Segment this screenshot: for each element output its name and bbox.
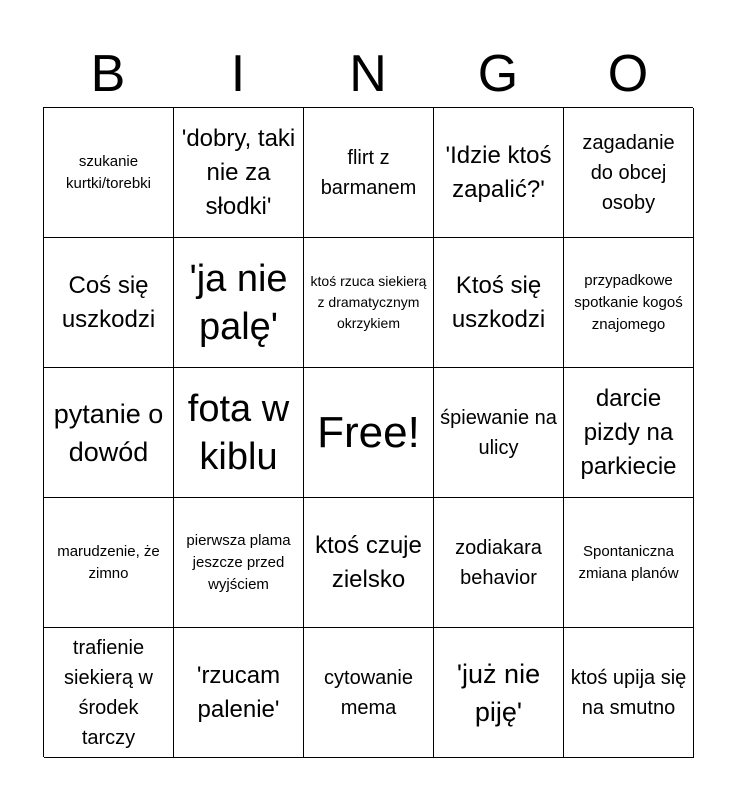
bingo-cell-r5c3[interactable] — [304, 628, 434, 758]
cell-text: ktoś upija się na smutno — [570, 666, 687, 719]
cell-text: 'rzucam palenie' — [196, 661, 281, 723]
bingo-cell-r1c4[interactable] — [434, 108, 564, 238]
cell-text: 'Idzie ktoś zapalić?' — [445, 141, 552, 203]
cell-text: Coś się uszkodzi — [61, 271, 156, 333]
bingo-cell-r5c2[interactable] — [174, 628, 304, 758]
header-letter-b: B — [90, 45, 126, 103]
cell-text: marudzenie, że zimno — [57, 542, 160, 582]
bingo-cell-r5c1[interactable] — [44, 628, 174, 758]
cell-text: Ktoś się uszkodzi — [451, 271, 546, 333]
cell-text: pierwsza plama jeszcze przed wyjściem — [186, 531, 291, 593]
bingo-cell-r1c1[interactable] — [44, 108, 174, 238]
cell-text: 'już nie piję' — [456, 658, 541, 727]
bingo-cell-r1c3[interactable] — [304, 108, 434, 238]
bingo-cell-r4c5[interactable] — [564, 498, 694, 628]
bingo-cell-r3c4[interactable] — [434, 368, 564, 498]
cell-text: cytowanie mema — [324, 666, 413, 719]
bingo-cell-r3c5[interactable] — [564, 368, 694, 498]
bingo-cell-r5c5[interactable] — [564, 628, 694, 758]
bingo-cell-r4c4[interactable] — [434, 498, 564, 628]
cell-text: ktoś rzuca siekierą z dramatycznym okrzykiem — [310, 273, 427, 331]
cell-text: zodiakara behavior — [455, 536, 542, 589]
bingo-cell-r3c1[interactable] — [44, 368, 174, 498]
cell-text: pytanie o dowód — [53, 398, 164, 467]
bingo-cell-r1c5[interactable] — [564, 108, 694, 238]
bingo-cell-r2c1[interactable] — [44, 238, 174, 368]
cell-text: fota w kiblu — [187, 387, 290, 478]
bingo-cell-r3c2[interactable] — [174, 368, 304, 498]
bingo-cell-r2c3[interactable] — [304, 238, 434, 368]
bingo-cell-r5c4[interactable] — [434, 628, 564, 758]
cell-text: zagadanie do obcej osoby — [582, 131, 675, 214]
cell-text: trafienie siekierą w środek tarczy — [64, 636, 153, 749]
header-letter-i: I — [230, 45, 246, 103]
bingo-cell-free[interactable] — [304, 368, 434, 498]
bingo-grid — [43, 107, 693, 757]
header-letter-n: N — [349, 45, 387, 103]
cell-text: Spontaniczna zmiana planów — [578, 542, 679, 582]
cell-text: 'ja nie palę' — [189, 257, 288, 348]
free-space-text: Free! — [317, 407, 420, 457]
bingo-cell-r2c5[interactable] — [564, 238, 694, 368]
bingo-header — [43, 40, 693, 108]
bingo-cell-r4c3[interactable] — [304, 498, 434, 628]
bingo-cell-r1c2[interactable] — [174, 108, 304, 238]
bingo-cell-r4c2[interactable] — [174, 498, 304, 628]
bingo-cell-r2c2[interactable] — [174, 238, 304, 368]
bingo-cell-r4c1[interactable] — [44, 498, 174, 628]
cell-text: darcie pizdy na parkiecie — [580, 384, 677, 480]
cell-text: ktoś czuje zielsko — [315, 531, 422, 593]
bingo-cell-r2c4[interactable] — [434, 238, 564, 368]
header-letter-o: O — [607, 45, 649, 103]
cell-text: śpiewanie na ulicy — [440, 406, 557, 459]
cell-text: szukanie kurtki/torebki — [65, 152, 152, 192]
header-letter-g: G — [477, 45, 519, 103]
cell-text: 'dobry, taki nie za słodki' — [181, 124, 296, 220]
cell-text: przypadkowe spotkanie kogoś znajomego — [574, 271, 683, 333]
cell-text: flirt z barmanem — [320, 146, 417, 199]
